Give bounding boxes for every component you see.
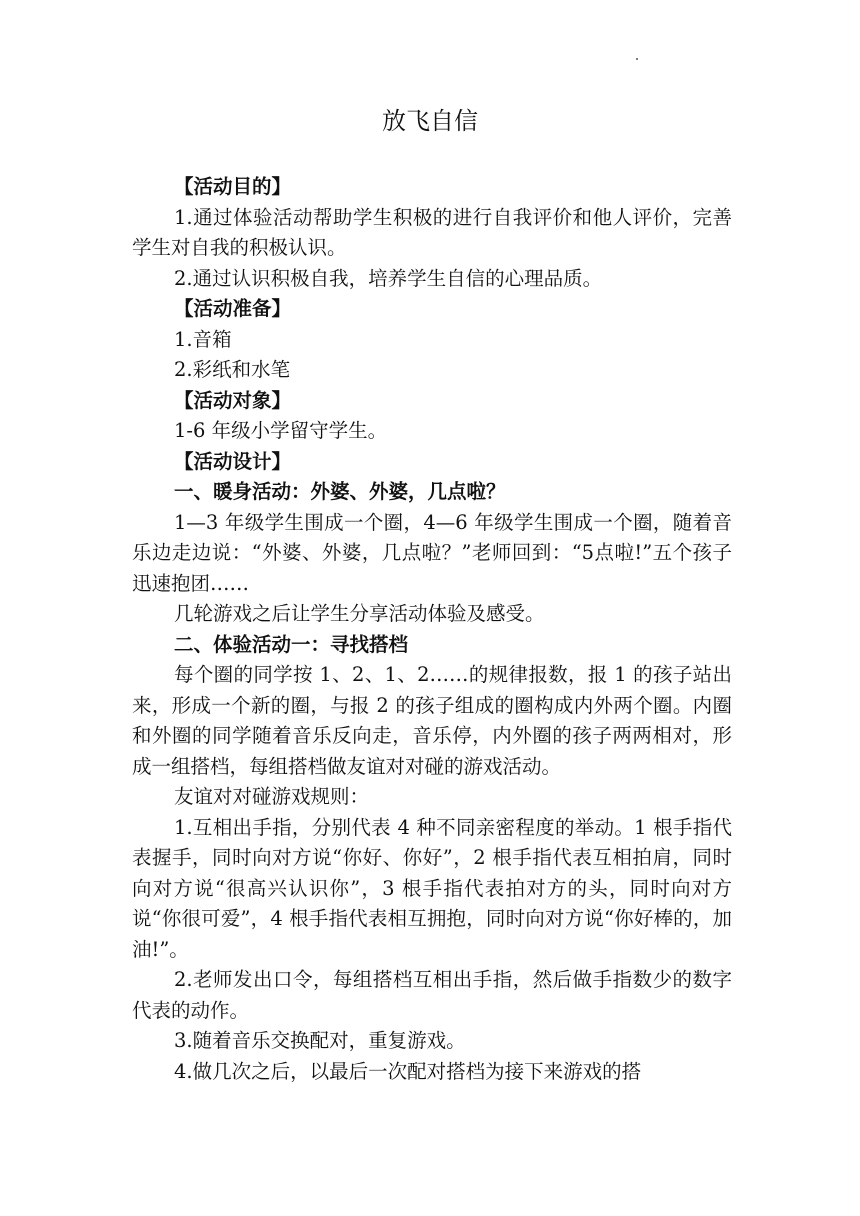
section-heading-preparation: 【活动准备】 bbox=[174, 297, 292, 320]
subsection-heading-warmup: 一、暖身活动：外婆、外婆，几点啦？ bbox=[174, 480, 506, 503]
paragraph: 2.通过认识积极自我，培养学生自信的心理品质。 bbox=[174, 266, 603, 290]
paragraph: 4.做几次之后，以最后一次配对搭档为接下来游戏的搭 bbox=[174, 1059, 642, 1083]
page-mark bbox=[636, 58, 638, 60]
paragraph: 1.音箱 bbox=[174, 327, 232, 351]
subsection-heading-partner: 二、体验活动一：寻找搭档 bbox=[174, 632, 409, 656]
paragraph: 几轮游戏之后让学生分享活动体验及感受。 bbox=[174, 602, 545, 625]
section-heading-purpose: 【活动目的】 bbox=[174, 175, 292, 198]
paragraph: 1—3 年级学生围成一个圈，4—6 年级学生围成一个圈，随着音乐边走边说：“外婆、外婆，几点啦？”老师回到：“5点啦!”五个孩子迅速抱团…… bbox=[132, 510, 732, 595]
document-title: 放飞自信 bbox=[382, 107, 478, 135]
paragraph: 2.彩纸和水笔 bbox=[174, 358, 291, 381]
section-heading-design: 【活动设计】 bbox=[174, 449, 292, 473]
paragraph: 2.老师发出口令，每组搭档互相出手指，然后做手指数少的数字代表的动作。 bbox=[132, 968, 732, 1022]
paragraph: 3.随着音乐交换配对，重复游戏。 bbox=[174, 1029, 466, 1052]
paragraph: 1-6 年级小学留守学生。 bbox=[174, 419, 388, 442]
paragraph: 每个圈的同学按 1、2、1、2……的规律报数，报 1 的孩子站出来，形成一个新的圈，与报 2 的孩子组成的圈构成内外两个圈。内圈和外圈的同学随着音乐反向走，音乐停，内外圈的孩子两两相对，形成一组搭档，每组搭档做友谊对对碰的游戏活动。 bbox=[132, 663, 732, 778]
document-body bbox=[132, 172, 732, 1087]
section-heading-target: 【活动对象】 bbox=[174, 388, 292, 412]
paragraph: 1.通过体验活动帮助学生积极的进行自我评价和他人评价，完善学生对自我的积极认识。 bbox=[132, 205, 732, 259]
paragraph: 1.互相出手指，分别代表 4 种不同亲密程度的举动。1 根手指代表握手，同时向对方说“你好、你好”，2 根手指代表互相拍肩，同时向对方说“很高兴认识你”，3 根手指代表拍对方的头，同时向对方说“你很可爱”，4 根手指代表相互拥抱，同时向对方说“你好棒的，加油!”。 bbox=[132, 815, 732, 961]
paragraph: 友谊对对碰游戏规则： bbox=[174, 785, 370, 808]
